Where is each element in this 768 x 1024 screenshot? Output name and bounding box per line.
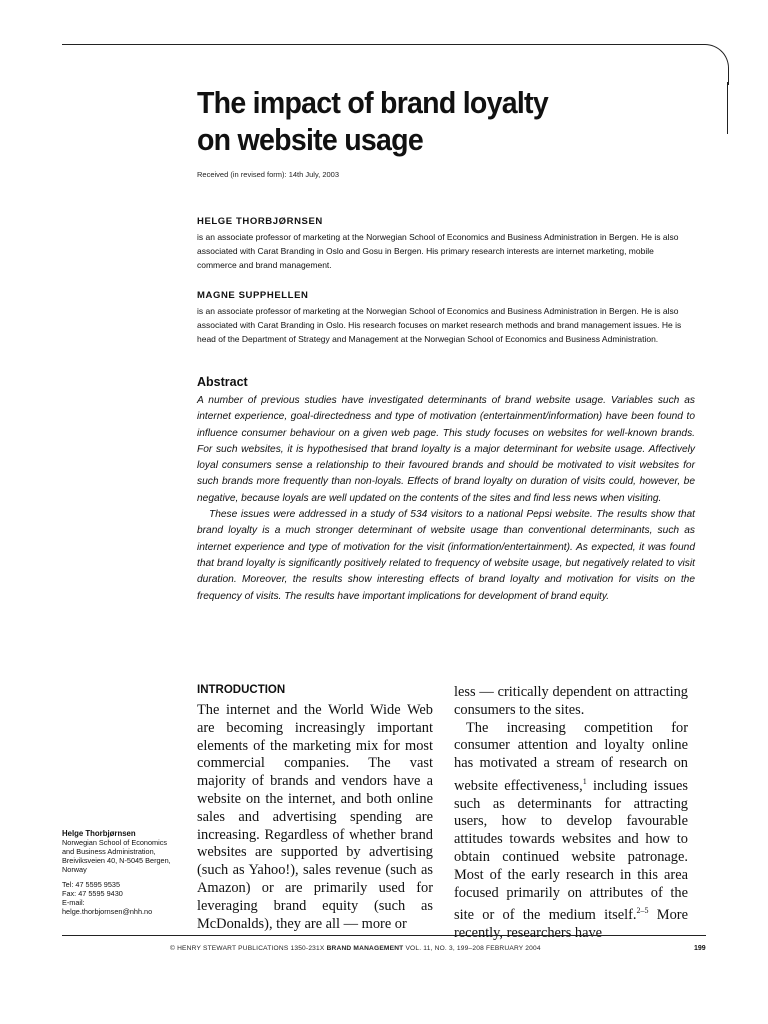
contact-email[interactable]: helge.thorbjornsen@nhh.no xyxy=(62,907,153,916)
author-contact-note xyxy=(62,829,190,916)
contact-email-label: E-mail: xyxy=(62,898,85,907)
page-number: 199 xyxy=(694,945,706,952)
contact-address-line: Norwegian School of Economics xyxy=(62,838,168,847)
title-line-1: The impact of brand loyalty xyxy=(197,85,548,120)
body-text: including issues such as determinants for attracting users, how to develop favourable attitudes towards websites and how to obtain continued website patronage. Most of the early research in this area focused primarily on attributes of the site or of the medium itself. xyxy=(454,777,688,924)
body-paragraph: less — critically dependent on attracting consumers to the sites. xyxy=(454,684,688,718)
author-bio-1: is an associate professor of marketing at the Norwegian School of Economics and Business Administration in Bergen. He is also associated with Carat Branding in Oslo and Gosu in Bergen. His primary research interests are internet marketing, mobile commerce and brand management. xyxy=(197,232,679,270)
author-name-1: HELGE THORBJØRNSEN xyxy=(197,216,323,227)
footer-issue: VOL. 11, NO. 3, 199–208 FEBRUARY 2004 xyxy=(405,945,541,952)
corner-curve xyxy=(688,44,729,85)
contact-tel: Tel: 47 5595 9535 xyxy=(62,880,121,889)
footnote-ref[interactable]: 2–5 xyxy=(636,906,649,916)
footer-publisher: © HENRY STEWART PUBLICATIONS 1350-231X xyxy=(170,945,325,952)
body-paragraph xyxy=(454,720,688,943)
contact-address-line: and Business Administration, xyxy=(62,847,156,856)
body-text: More recently, researchers have xyxy=(454,907,688,941)
body-column-1 xyxy=(197,702,433,933)
contact-address-line: Norway xyxy=(62,865,87,874)
right-rule xyxy=(727,82,728,134)
footnote-ref[interactable]: 1 xyxy=(582,776,587,786)
contact-fax: Fax: 47 5595 9430 xyxy=(62,889,123,898)
body-column-2 xyxy=(454,684,688,943)
title-line-2: on website usage xyxy=(197,122,423,157)
body-text: The increasing competition for consumer attention and loyalty online has motivated a stream of research on website effectiveness, xyxy=(454,719,688,794)
abstract-heading: Abstract xyxy=(197,375,248,389)
abstract-body xyxy=(197,393,695,605)
author-bio-2: is an associate professor of marketing at the Norwegian School of Economics and Business Administration in Bergen. He is also associated with Carat Branding in Oslo. His research focuses on market research methods and brand management issues. He is head of the Department of Strategy and Management at the Norwegian School of Economics and Business Administration. xyxy=(197,306,682,344)
body-paragraph: The internet and the World Wide Web are becoming increasingly important elements of the marketing mix for most commercial companies. The vast majority of brands and vendors have a website on the internet, and both online sales and advertising spending are increasing. Regardless of whether brand websites are supported by advertising (such as Yahoo!), sales revenue (such as Amazon) or are primarily used for leveraging brand equity (such as McDonalds), they are all — more or xyxy=(197,702,433,932)
contact-name: Helge Thorbjørnsen xyxy=(62,829,136,838)
bottom-rule xyxy=(62,935,706,936)
abstract-paragraph: A number of previous studies have investigated determinants of brand website usage. Variables such as internet experience, goal-directedness and type of motivation (entertainment/information) have been found to influence consumer behaviour on a given web page. This study focuses on websites for well-known brands. For such websites, it is hypothesised that brand loyalty is a major determinant for website usage. Affectively loyal consumers sense a relationship to their favoured brands and should be motivated to visit websites for such brands more frequently than non-loyals. Effects of brand loyalty on duration of visits could, however, be negative, because loyals are well updated on the contents of the sites and find less news when visiting. xyxy=(197,395,695,504)
footer-citation xyxy=(170,945,690,952)
received-date: Received (in revised form): 14th July, 2003 xyxy=(197,170,340,179)
top-rule xyxy=(62,44,704,45)
section-heading-introduction: INTRODUCTION xyxy=(197,684,286,696)
footer-journal: BRAND MANAGEMENT xyxy=(326,945,404,952)
author-name-2: MAGNE SUPPHELLEN xyxy=(197,290,309,301)
abstract-paragraph: These issues were addressed in a study of 534 visitors to a national Pepsi website. The results show that brand loyalty is a much stronger determinant of website usage than conventional determinants, such as internet experience and type of motivation for the visit (information/entertainment). As expected, it was found that brand loyalty is significantly positively related to frequency of website usage, but negatively related to visit duration. Moreover, the results show interesting effects of brand loyalty and motivation for visits on the frequency of visits. The results have important implications for development of brand equity. xyxy=(197,509,695,602)
contact-address-line: Breiviksveien 40, N-5045 Bergen, xyxy=(62,856,171,865)
article-title xyxy=(197,84,657,158)
